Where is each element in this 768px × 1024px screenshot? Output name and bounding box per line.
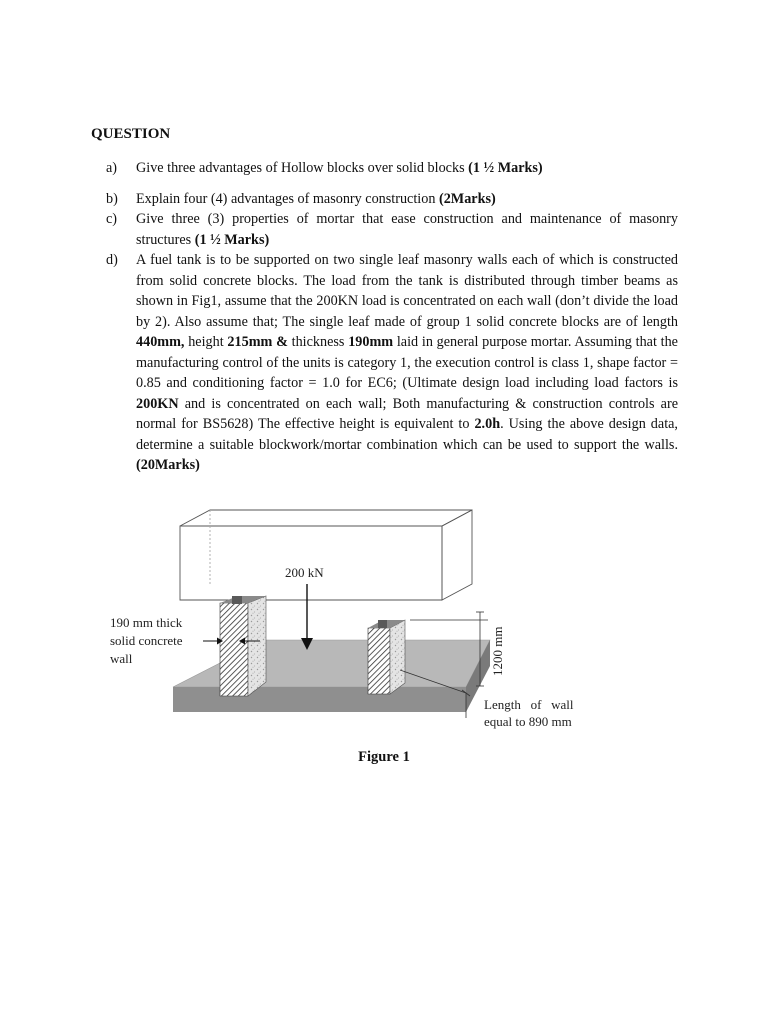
question-d <box>106 250 678 476</box>
question-c-label: c) <box>106 211 118 227</box>
question-c <box>106 209 678 250</box>
question-b-label: b) <box>106 190 118 207</box>
question-d-text-4: laid in general purpose mortar. Assuming that the manufacturing control of the units is category 1, the execution control is class 1, shape factor = 0.85 and conditioning factor = 1.0 for EC6; (Ultimate design load including load factors is <box>136 334 678 391</box>
wall-label-line-3: wall <box>110 651 133 666</box>
question-a <box>106 158 678 179</box>
question-d-text-5: and is concentrated on each wall; Both manufacturing & construction controls are normal for BS5628) The effective height is equivalent to <box>136 395 678 432</box>
block-height: 215mm & <box>227 334 288 350</box>
question-list <box>106 158 678 476</box>
question-b-text: Explain four (4) advantages of masonry construction <box>136 190 439 207</box>
effective-height: 2.0h <box>474 416 501 432</box>
base-slab-front <box>173 687 466 712</box>
question-d-marks: (20Marks) <box>136 457 200 473</box>
question-c-marks: (1 ½ Marks) <box>194 231 270 248</box>
fuel-tank-box <box>180 510 472 600</box>
question-a-marks: (1 ½ Marks) <box>468 160 543 176</box>
wall-label-line-2: solid concrete <box>110 633 183 648</box>
height-label: 1200 mm <box>490 626 505 676</box>
length-label-line-2: equal to 890 mm <box>484 714 572 729</box>
question-a-label: a) <box>106 160 118 176</box>
question-b-marks: (2Marks) <box>438 190 496 207</box>
right-wall <box>368 620 405 694</box>
question-d-text-3: thickness <box>287 334 349 350</box>
page-title: QUESTION <box>91 126 171 142</box>
length-label-line-1: Length of wall <box>484 697 574 712</box>
question-d-text-1: A fuel tank is to be supported on two single leaf masonry walls each of which is constructed from solid concrete blocks. The load from the tank is distributed through timber beams as shown in Fig1, assume that the 200KN load is concentrated on each wall (don’t divide the load by 2). Also assume that; The single leaf made of group 1 solid concrete blocks are of length <box>136 252 678 330</box>
question-b <box>106 189 678 210</box>
left-wall <box>220 596 266 696</box>
question-d-text-2: height <box>184 334 228 350</box>
question-c-text: Give three (3) properties of mortar that ease construction and maintenance of masonry structures <box>136 211 678 248</box>
figure-caption: Figure 1 <box>358 749 410 765</box>
question-d-label: d) <box>106 252 118 268</box>
design-load: 200KN <box>136 395 179 412</box>
load-label: 200 kN <box>285 565 324 580</box>
figure-diagram <box>100 500 620 740</box>
block-length: 440mm, <box>136 334 185 350</box>
question-a-text: Give three advantages of Hollow blocks over solid blocks <box>136 160 469 176</box>
block-thickness: 190mm <box>348 334 394 350</box>
wall-label-line-1: 190 mm thick <box>110 615 183 630</box>
question-d-text-6: . Using the above design data, determine a suitable blockwork/mortar combination which can be used to support the walls. <box>136 416 678 453</box>
